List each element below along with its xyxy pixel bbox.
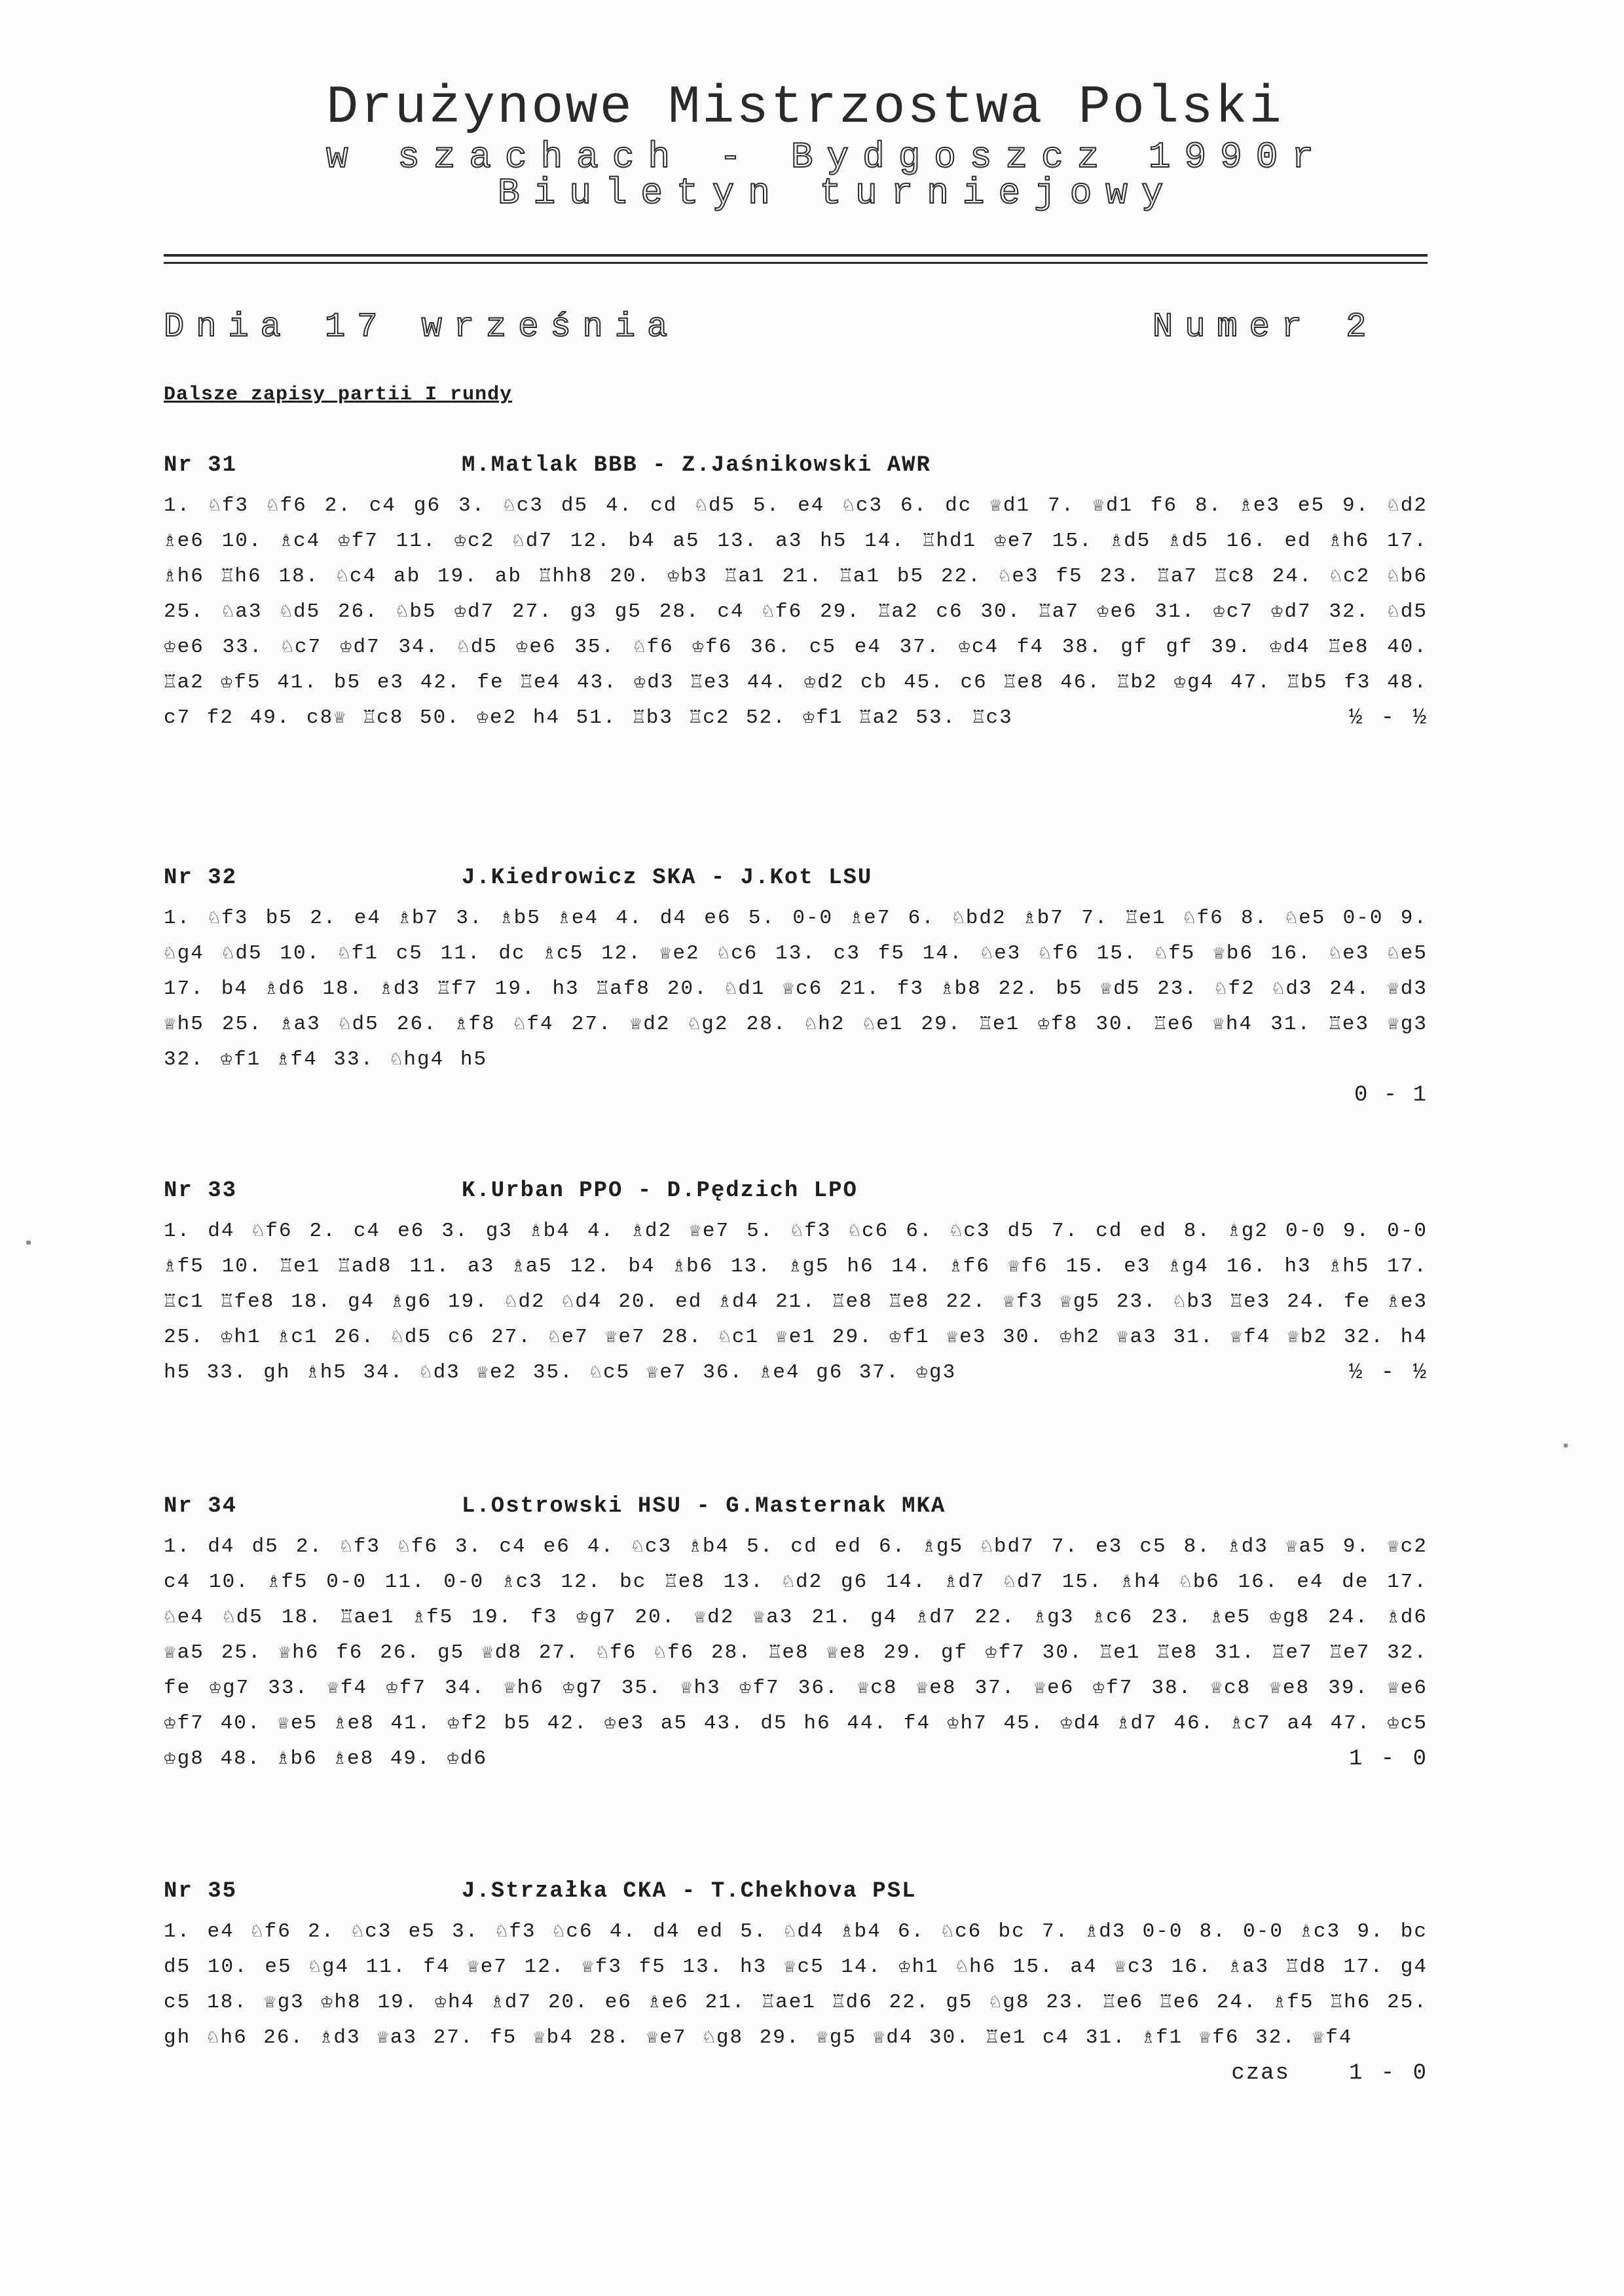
move-text: ♖ae1 ♗f5 19. f3 ♔g7 20. ♕d2 ♕a3 21. g4 ♗d7 22. ♗g3 ♗c6 23. ♗e5 <box>340 1606 1251 1629</box>
move-text: 29. gf ♔f7 30. ♖e1 ♖e8 31. ♖e7 ♖e7 32. fe ♔g7 33. ♕f4 ♔f7 34. <box>164 1641 1428 1700</box>
move-text: ♔d4 ♗d7 46. ♗c7 a4 47. ♔c5 ♔g8 48. ♗b6 ♗e8 49. ♔d6 <box>164 1712 1428 1770</box>
game-moves <box>164 1214 1428 1391</box>
move-text: cd ed 8. ♗g2 0-0 9. 0-0 ♗f5 10. ♖e1 ♖ad8 11. a3 ♗a5 12. b4 ♗b6 <box>164 1220 1428 1278</box>
game-result: ½ - ½ <box>1348 1360 1428 1385</box>
move-text: ♔f7 40. ♕e5 ♗e8 41. ♔f2 b5 42. ♔e3 a5 43. d5 h6 44. f4 ♔h7 45. <box>164 1712 1044 1735</box>
move-text: ♘c4 ab 19. ab ♖hh8 20. ♔b3 ♖a1 21. ♖a1 b5 22. ♘e3 f5 23. ♖a7 ♖c8 <box>336 565 1255 588</box>
game-block <box>164 1178 1428 1391</box>
section-title: Dalsze zapisy partii I rundy <box>164 384 513 406</box>
move-text: 1. ♘f3 b5 2. e4 ♗b7 3. ♗b5 ♗e4 4. d4 e6 5. 0-0 ♗e7 6. ♘bd2 ♗b7 <box>164 907 1064 930</box>
game-block <box>164 1494 1428 1777</box>
move-text: ♗d3 0-0 8. 0-0 ♗c3 9. bc d5 10. e5 ♘g4 11. f4 ♕e7 12. ♕f3 f5 13. <box>164 1920 1428 1978</box>
move-text: ♗d3 ♖f7 19. h3 ♖af8 20. ♘d1 ♕c6 21. f3 ♗b8 22. b5 ♕d5 23. ♘f2 <box>380 977 1255 1000</box>
game-result: 1 - 0 <box>1348 2061 1428 2086</box>
move-text: ♔f1 ♕e3 30. ♔h2 ♕a3 31. ♕f4 ♕b2 32. h4 h5 33. gh ♗h5 34. ♘d3 ♕e2 <box>164 1326 1428 1384</box>
move-text: h3 ♕c5 14. ♔h1 ♘h6 15. a4 ♕c3 16. ♗a3 ♖d8 17. g4 c5 18. ♕g3 ♔h8 <box>164 1956 1428 2014</box>
game-block <box>164 453 1428 736</box>
move-text: 35. ♘f6 ♔f6 36. c5 e4 37. ♔c4 f4 38. gf gf 39. ♔d4 ♖e8 40. ♖a2 <box>164 636 1428 694</box>
game-header <box>164 866 1428 901</box>
scan-speck <box>26 1241 31 1245</box>
bulletin-title: Drużynowe Mistrzostwa Polski <box>326 77 1283 138</box>
game-header <box>164 1178 1428 1214</box>
move-text: ♔g8 24. ♗d6 ♕a5 25. ♕h6 f6 26. g5 ♕d8 27. ♘f6 ♘f6 28. ♖e8 ♕e8 <box>164 1606 1428 1664</box>
bulletin-subtitle: w szachach - Bydgoszcz 1990r <box>326 136 1327 178</box>
move-text: 52. ♔f1 ♖a2 53. ♖c3 <box>746 706 1013 729</box>
game-moves <box>164 488 1428 736</box>
game-moves <box>164 1529 1428 1777</box>
game-players: J.Kiedrowicz SKA - J.Kot LSU <box>462 866 873 890</box>
header-rule-top <box>164 254 1428 257</box>
move-text: ♖b2 ♔g4 47. ♖b5 f3 48. c7 f2 49. c8♕ ♖c8 50. ♔e2 h4 51. ♖b3 ♖c2 <box>164 671 1428 729</box>
move-text: 1. d4 ♘f6 2. c4 e6 3. g3 ♗b4 4. ♗d2 ♕e7 5. ♘f3 ♘c6 6. ♘c3 d5 7. <box>164 1220 1079 1243</box>
move-text: ♘d3 24. ♕d3 ♕h5 25. ♗a3 ♘d5 26. ♗f8 ♘f4 27. ♕d2 ♘g2 28. ♘h2 ♘e1 <box>164 977 1428 1036</box>
move-text: 13. a3 h5 14. ♖hd1 ♔e7 15. ♗d5 ♗d5 16. ed ♗h6 17. ♗h6 ♖h6 18. <box>164 530 1428 588</box>
scan-speck <box>1564 1444 1568 1448</box>
move-text: 24. fe ♗e3 25. ♔h1 ♗c1 26. ♘d5 c6 27. ♘e7 ♕e7 28. ♘c1 ♕e1 29. <box>164 1290 1428 1349</box>
game-number: Nr 31 <box>164 453 238 478</box>
game-header <box>164 1879 1428 1914</box>
move-text: 1. ♘f3 ♘f6 2. c4 g6 3. ♘c3 d5 4. cd ♘d5 5. e4 ♘c3 6. dc ♕d1 7. <box>164 494 1075 517</box>
header-rule-bottom <box>164 262 1428 264</box>
move-text: 35. ♘c5 ♕e7 36. ♗e4 g6 37. ♔g3 <box>532 1361 957 1384</box>
move-text: c6 30. ♖a7 ♔e6 31. ♔c7 ♔d7 32. ♘d5 ♔e6 33. ♘c7 ♔d7 34. ♘d5 ♔e6 <box>164 600 1428 659</box>
move-text: 1. e4 ♘f6 2. ♘c3 e5 3. ♘f3 ♘c6 4. d4 ed 5. ♘d4 ♗b4 6. ♘c6 bc 7. <box>164 1920 1069 1943</box>
move-text: ♕d4 30. ♖e1 c4 31. ♗f1 ♕f6 32. ♕f4 <box>872 2026 1353 2049</box>
game-players: M.Matlak BBB - Z.Jaśnikowski AWR <box>462 453 931 478</box>
move-text: ♕d1 f6 8. ♗e3 e5 9. ♘d2 ♗e6 10. ♗c4 ♔f7 11. ♔c2 ♘d7 12. b4 a5 <box>164 494 1428 553</box>
move-text: 1. d4 d5 2. ♘f3 ♘f6 3. c4 e6 4. ♘c3 ♗b4 5. cd ed 6. ♗g5 ♘bd7 7. <box>164 1535 1079 1558</box>
game-number: Nr 35 <box>164 1879 238 1904</box>
game-result: 1 - 0 <box>1348 1747 1428 1772</box>
game-number: Nr 33 <box>164 1178 238 1203</box>
move-text: ♔f5 41. b5 e3 42. fe ♖e4 43. ♔d3 ♖e3 44. ♔d2 cb 45. c6 ♖e8 46. <box>220 671 1101 694</box>
move-text: 13. ♘d2 g6 14. ♗d7 ♘d7 15. ♗h4 ♘b6 16. e4 de 17. ♘e4 ♘d5 18. <box>164 1571 1428 1629</box>
move-text: ♕h6 ♔g7 35. ♕h3 ♔f7 36. ♕c8 ♕e8 37. ♕e6 ♔f7 38. ♕c8 ♕e8 39. ♕e6 <box>504 1677 1428 1700</box>
game-number: Nr 34 <box>164 1494 238 1519</box>
move-text: 24. ♘c2 ♘b6 25. ♘a3 ♘d5 26. ♘b5 ♔d7 27. g3 g5 28. c4 ♘f6 29. ♖a2 <box>164 565 1428 623</box>
game-players: L.Ostrowski HSU - G.Masternak MKA <box>462 1494 946 1519</box>
move-text: 29. ♖e1 ♔f8 30. ♖e6 ♕h4 31. ♖e3 ♕g3 32. ♔f1 ♗f4 33. ♘hg4 h5 <box>164 1013 1428 1071</box>
bulletin-subtitle-2: Biuletyn turniejowy <box>498 172 1177 214</box>
move-text: ♘c6 13. c3 f5 14. ♘e3 ♘f6 15. ♘f5 ♕b6 16. ♘e3 ♘e5 17. b4 ♗d6 18. <box>164 942 1428 1000</box>
game-number: Nr 32 <box>164 866 238 890</box>
game-players: K.Urban PPO - D.Pędzich LPO <box>462 1178 858 1203</box>
game-moves <box>164 901 1428 1078</box>
game-header <box>164 453 1428 488</box>
move-text: ♗g6 19. ♘d2 ♘d4 20. ed ♗d4 21. ♖e8 ♖e8 22. ♕f3 ♕g5 23. ♘b3 ♖e3 <box>391 1290 1271 1313</box>
move-text: 7. ♖e1 ♘f6 8. ♘e5 0-0 9. ♘g4 ♘d5 10. ♘f1 c5 11. dc ♗c5 12. ♕e2 <box>164 907 1428 965</box>
move-text: e3 c5 8. ♗d3 ♕a5 9. ♕c2 c4 10. ♗f5 0-0 11. 0-0 ♗c3 12. bc ♖e8 <box>164 1535 1428 1594</box>
issue-number: Numer 2 <box>1153 308 1378 346</box>
game-block <box>164 866 1428 1113</box>
game-header <box>164 1494 1428 1529</box>
move-text: 19. ♔h4 ♗d7 20. e6 ♗e6 21. ♖ae1 ♖d6 22. g5 ♘g8 23. ♖e6 ♖e6 24. <box>377 1991 1257 2014</box>
game-result: ½ - ½ <box>1348 706 1428 731</box>
move-text: 13. ♗g5 h6 14. ♗f6 ♕f6 15. e3 ♗g4 16. h3 ♗h5 17. ♖c1 ♖fe8 18. g4 <box>164 1255 1428 1313</box>
move-text: ♗f5 ♖h6 25. gh ♘h6 26. ♗d3 ♕a3 27. f5 ♕b4 28. ♕e7 ♘g8 29. ♕g5 <box>164 1991 1428 2049</box>
game-result: 0 - 1 <box>1354 1083 1428 1108</box>
game-block <box>164 1879 1428 2091</box>
game-note: czas <box>1231 2061 1290 2086</box>
issue-date: Dnia 17 września <box>164 308 680 346</box>
game-moves <box>164 1914 1428 2086</box>
game-players: J.Strzałka CKA - T.Chekhova PSL <box>462 1879 917 1904</box>
